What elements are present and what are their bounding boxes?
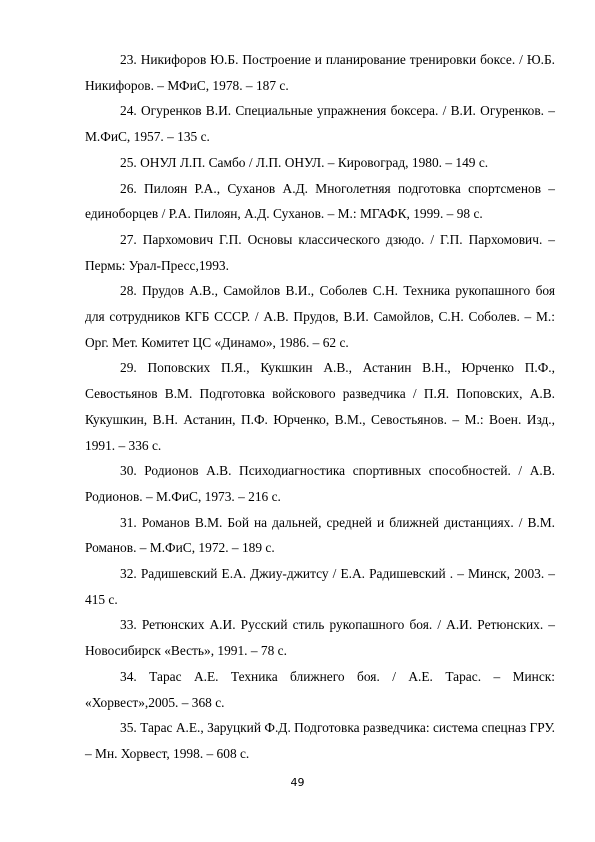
- reference-24: 24. Огуренков В.И. Специальные упражнения боксера. / В.И. Огуренков. – М.ФиС, 1957. – 135 с.: [85, 103, 555, 145]
- reference-31: 31. Романов В.М. Бой на дальней, средней и ближней дистанциях. / В.М. Романов. – М.ФиС, 1972. – 189 с.: [85, 514, 555, 556]
- reference-29: 29. Поповских П.Я., Кукшкин А.В., Астанин В.Н., Юрченко П.Ф., Севостьянов В.М. Подготовка войскового разведчика / П.Я. Поповских, А.В. Кукушкин, В.Н. Астанин, П.Ф. Юрченко, В.М., Севостьянов. – М.: Воен. Изд., 1991. – 336 с.: [85, 360, 555, 453]
- reference-35: 35. Тарас А.Е., Заруцкий Ф.Д. Подготовка разведчика: система спецназ ГРУ. – Мн. Хорвест, 1998. – 608 с.: [85, 720, 555, 761]
- reference-30: 30. Родионов А.В. Психодиагностика спортивных способностей. / А.В. Родионов. – М.ФиС, 1973. – 216 с.: [85, 463, 555, 504]
- reference-23: 23. Никифоров Ю.Б. Построение и планирование тренировки боксе. / Ю.Б. Никифоров. – МФиС, 1978. – 187 с.: [85, 52, 555, 93]
- reference-34: 34. Тарас А.Е. Техника ближнего боя. / А.Е. Тарас. – Минск: «Хорвест»,2005. – 368 с.: [85, 668, 555, 710]
- reference-28: 28. Прудов А.В., Самойлов В.И., Соболев С.Н. Техника рукопашного боя для сотрудников КГБ СССР. / А.В. Прудов, В.И. Самойлов, С.Н. Соболев. – М.: Орг. Мет. Комитет ЦС «Динамо», 1986. – 62 с.: [85, 283, 555, 350]
- reference-list: [85, 47, 555, 767]
- reference-33: 33. Ретюнских А.И. Русский стиль рукопашного боя. / А.И. Ретюнских. – Новосибирск «Весть», 1991. – 78 с.: [85, 617, 555, 659]
- reference-26: 26. Пилоян Р.А., Суханов А.Д. Многолетняя подготовка спортсменов – единоборцев / Р.А. Пилоян, А.Д. Суханов. – М.: МГАФК, 1999. – 98 с.: [85, 180, 555, 222]
- reference-25: 25. ОНУЛ Л.П. Самбо / Л.П. ОНУЛ. – Кировоград, 1980. – 149 с.: [120, 154, 489, 170]
- page-number: 49: [290, 776, 305, 789]
- reference-27: 27. Пархомович Г.П. Основы классического дзюдо. / Г.П. Пархомович. – Пермь: Урал-Пресс,1993.: [85, 231, 555, 273]
- reference-32: 32. Радишевский Е.А. Джиу-джитсу / Е.А. Радишевский . – Минск, 2003. – 415 с.: [85, 566, 555, 607]
